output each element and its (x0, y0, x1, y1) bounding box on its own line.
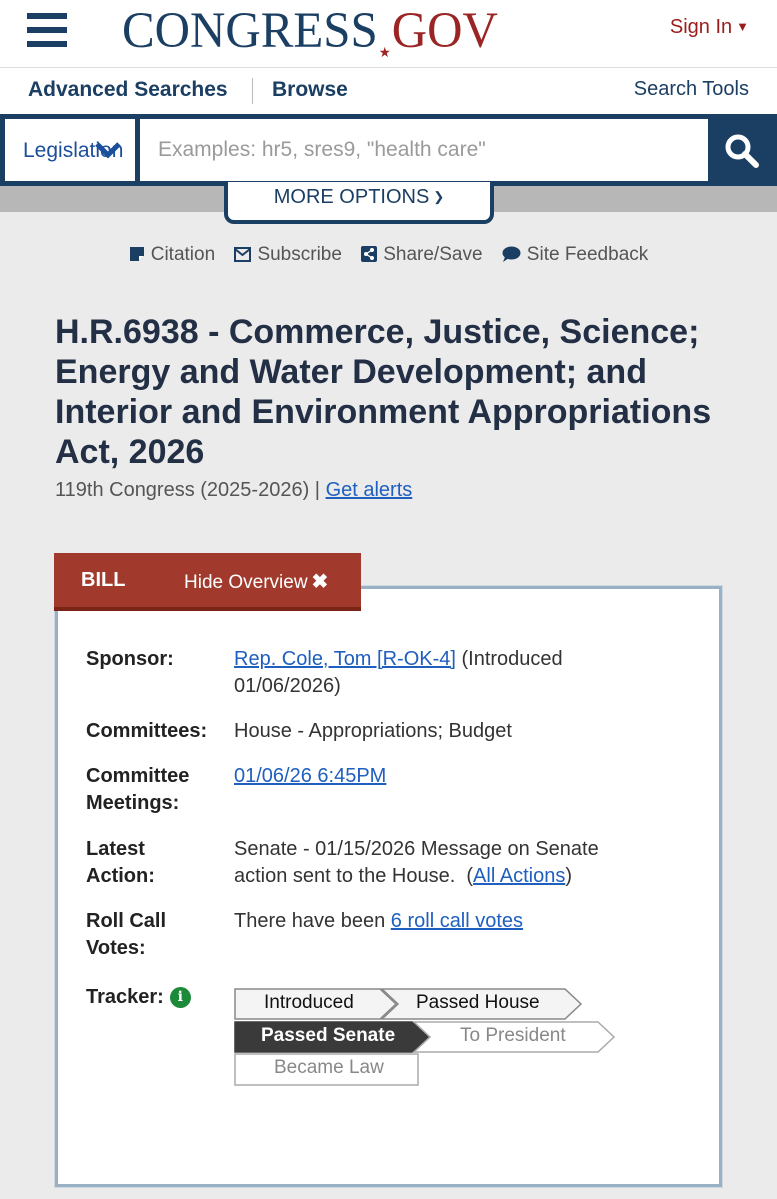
citation-icon (129, 246, 145, 262)
tracker-label-passed-senate: Passed Senate (261, 1025, 396, 1046)
close-icon: ✖ (311, 571, 329, 593)
all-actions-link[interactable]: All Actions (473, 865, 566, 887)
search-button[interactable] (712, 119, 772, 181)
advanced-searches-link[interactable]: Advanced Searches (28, 78, 228, 101)
comment-icon (502, 246, 521, 262)
congress-gov-logo[interactable]: CONGRESS★GOV (122, 3, 498, 61)
get-alerts-link[interactable]: Get alerts (325, 479, 413, 501)
info-icon[interactable]: i (170, 987, 191, 1008)
search-bar (0, 114, 777, 186)
share-save-link[interactable]: Share/Save (361, 244, 482, 266)
roll-call-votes-link[interactable]: 6 roll call votes (390, 910, 524, 932)
tracker-label-introduced: Introduced (264, 992, 354, 1013)
share-icon (361, 246, 377, 262)
search-input[interactable] (140, 119, 708, 181)
more-options-button[interactable]: MORE OPTIONS ❯ (224, 182, 494, 224)
hide-overview-button[interactable]: Hide Overview ✖ (184, 571, 329, 593)
chevron-down-icon: ❯ (433, 189, 445, 204)
tracker-label-to-president: To President (460, 1025, 566, 1046)
search-scope-select[interactable]: Legislation (5, 119, 135, 181)
bill-tab (54, 553, 361, 611)
page-actions (0, 244, 777, 266)
caret-down-icon: ▼ (736, 19, 749, 34)
tracker-label-passed-house: Passed House (416, 992, 540, 1013)
congress-info: 119th Congress (2025-2026) | Get alerts (55, 479, 413, 501)
tracker-label-became-law: Became Law (274, 1057, 384, 1078)
search-tools-link[interactable]: Search Tools (633, 78, 749, 100)
subscribe-link[interactable]: Subscribe (234, 244, 342, 266)
browse-link[interactable]: Browse (272, 78, 348, 101)
citation-link[interactable]: Citation (129, 244, 215, 266)
site-feedback-link[interactable]: Site Feedback (502, 244, 648, 266)
nav-divider (252, 78, 253, 104)
sponsor-link[interactable]: Rep. Cole, Tom [R-OK-4] (234, 648, 456, 670)
menu-icon[interactable] (27, 13, 67, 47)
meeting-link[interactable]: 01/06/26 6:45PM (234, 765, 387, 787)
secondary-nav (0, 68, 777, 114)
site-header (0, 0, 777, 68)
chevron-down-icon (95, 141, 121, 159)
envelope-icon (234, 247, 251, 262)
sign-in-button[interactable]: Sign In ▼ (669, 16, 749, 38)
search-icon (724, 133, 760, 169)
bill-title: H.R.6938 - Commerce, Justice, Science; Energy and Water Development; and Interior and Environment Appropriations Act, 2026 (55, 313, 712, 471)
bill-tab-label: BILL (81, 569, 126, 591)
bill-tracker (234, 988, 634, 1088)
